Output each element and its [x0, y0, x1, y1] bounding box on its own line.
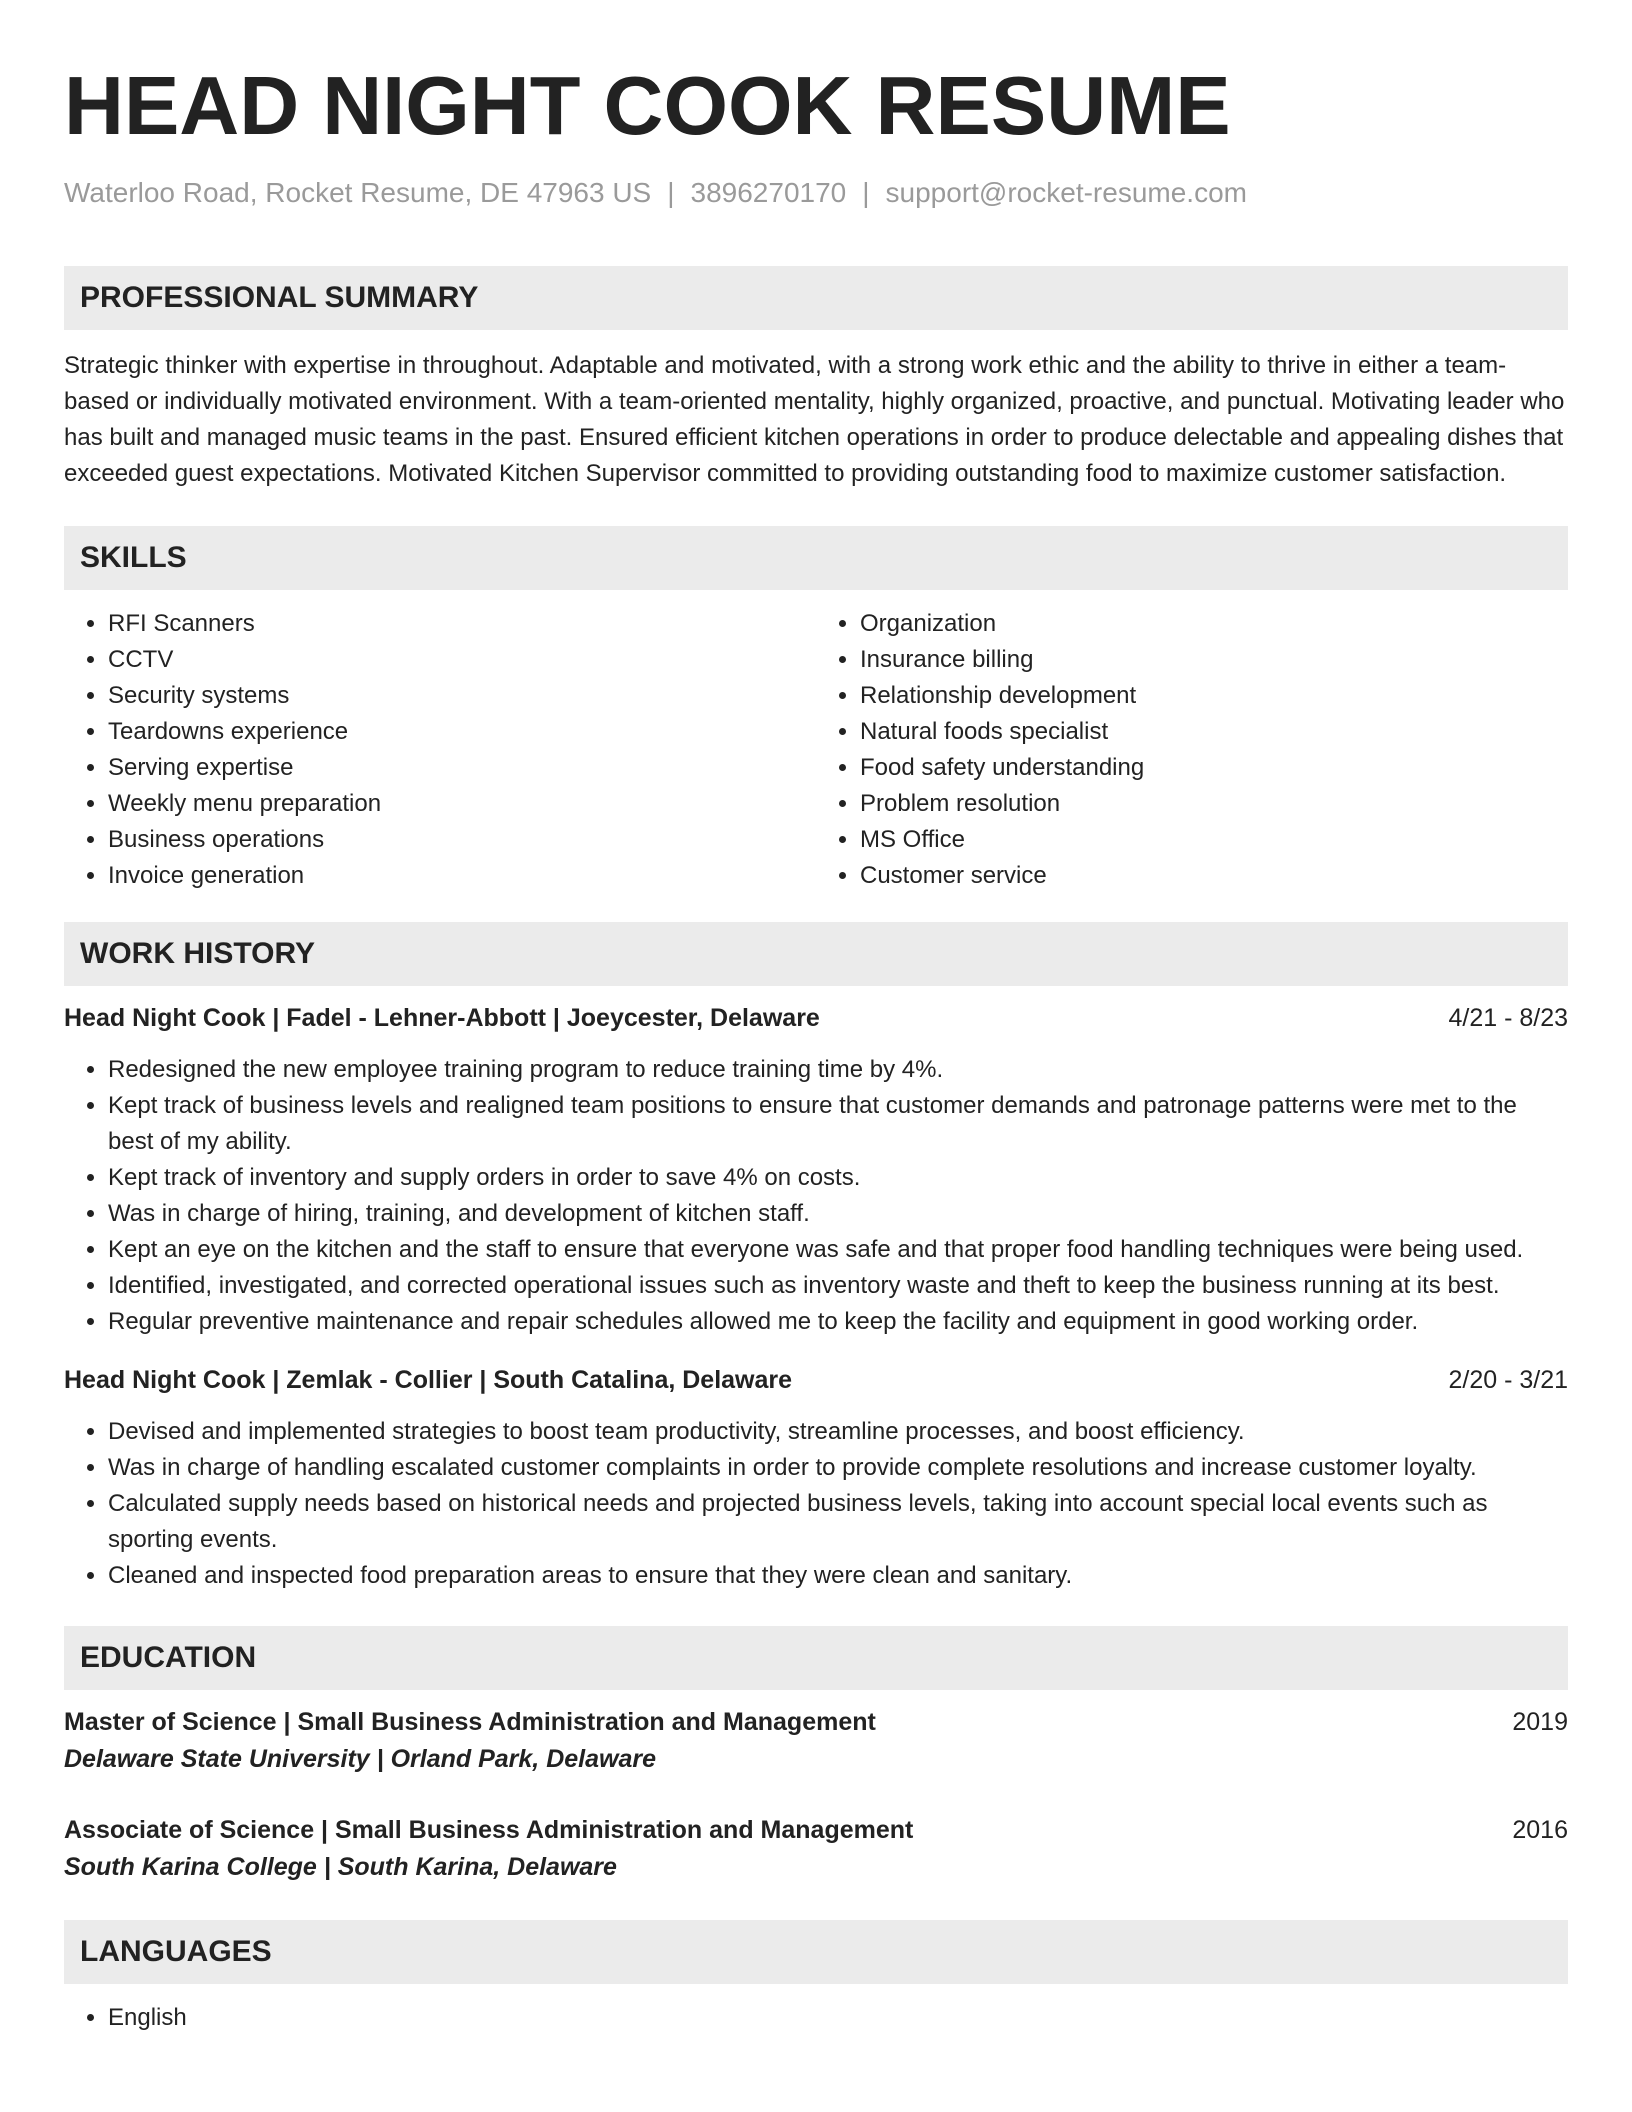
duty-item: • Kept track of inventory and supply orders in order to save 4% on costs.	[108, 1160, 1568, 1196]
job-title: Head Night Cook | Fadel - Lehner-Abbott | Joeycester, Delaware	[64, 1004, 820, 1032]
degree-title: Associate of Science | Small Business Administration and Management	[64, 1816, 914, 1844]
skill-item: • Invoice generation	[108, 858, 816, 894]
skills-list	[64, 606, 1568, 894]
skills-heading: SKILLS	[64, 526, 1568, 590]
skills-column-right	[816, 606, 1568, 894]
skill-item: • Food safety understanding	[860, 750, 1568, 786]
contact-address: Waterloo Road, Rocket Resume, DE 47963 US	[64, 177, 652, 208]
duty-item: • Redesigned the new employee training program to reduce training time by 4%.	[108, 1052, 1568, 1088]
job-duties	[64, 1414, 1568, 1594]
contact-line	[64, 174, 1568, 212]
school-name: Delaware State University | Orland Park, Delaware	[64, 1745, 656, 1773]
graduation-year: 2019	[1512, 1708, 1568, 1736]
duty-item: • Cleaned and inspected food preparation areas to ensure that they were clean and sanitary.	[108, 1558, 1568, 1594]
duty-item: • Was in charge of handling escalated customer complaints in order to provide complete resolutions and increase customer loyalty.	[108, 1450, 1568, 1486]
work-history-heading: WORK HISTORY	[64, 922, 1568, 986]
skill-item: • Relationship development	[860, 678, 1568, 714]
skill-item: • Weekly menu preparation	[108, 786, 816, 822]
degree-title: Master of Science | Small Business Administration and Management	[64, 1708, 876, 1736]
languages-heading: LANGUAGES	[64, 1920, 1568, 1984]
job-header	[64, 1000, 1568, 1036]
school-name: South Karina College | South Karina, Delaware	[64, 1853, 617, 1881]
duty-item: • Devised and implemented strategies to boost team productivity, streamline processes, and boost efficiency.	[108, 1414, 1568, 1450]
contact-separator: |	[667, 177, 675, 208]
summary-text: Strategic thinker with expertise in throughout. Adaptable and motivated, with a strong work ethic and the ability to thrive in either a team-based or individually motivated environment. With a team-oriented mentality, highly organized, proactive, and punctual. Motivating leader who has built and managed music teams in the past. Ensured efficient kitchen operations in order to produce delectable and appealing dishes that exceeded guest expectations. Motivated Kitchen Supervisor committed to providing outstanding food to maximize customer satisfaction.	[64, 352, 1565, 487]
duty-item: • Calculated supply needs based on historical needs and projected business levels, taking into account special local events such as sporting events.	[108, 1486, 1568, 1558]
education-heading: EDUCATION	[64, 1626, 1568, 1690]
duty-item: • Was in charge of hiring, training, and development of kitchen staff.	[108, 1196, 1568, 1232]
job-header	[64, 1362, 1568, 1398]
job-dates: 4/21 - 8/23	[1448, 1004, 1568, 1032]
skill-item: • Business operations	[108, 822, 816, 858]
skill-item: • Customer service	[860, 858, 1568, 894]
duty-item: • Identified, investigated, and corrected operational issues such as inventory waste and theft to keep the business running at its best.	[108, 1268, 1568, 1304]
skill-item: • Organization	[860, 606, 1568, 642]
job-title: Head Night Cook | Zemlak - Collier | South Catalina, Delaware	[64, 1366, 793, 1394]
skill-item: • Natural foods specialist	[860, 714, 1568, 750]
graduation-year: 2016	[1512, 1816, 1568, 1844]
education-entry	[64, 1812, 1568, 1886]
language-item: • English	[108, 2000, 1568, 2036]
job-entry	[64, 1362, 1568, 1594]
skill-item: • Serving expertise	[108, 750, 816, 786]
duty-item: • Regular preventive maintenance and repair schedules allowed me to keep the facility and equipment in good working order.	[108, 1304, 1568, 1340]
skill-item: • CCTV	[108, 642, 816, 678]
skill-item: • RFI Scanners	[108, 606, 816, 642]
skill-item: • MS Office	[860, 822, 1568, 858]
resume-page	[64, 58, 1568, 2036]
skills-column-left	[64, 606, 816, 894]
skill-item: • Teardowns experience	[108, 714, 816, 750]
skill-item: • Insurance billing	[860, 642, 1568, 678]
contact-email[interactable]: support@rocket-resume.com	[885, 177, 1247, 208]
education-entry	[64, 1704, 1568, 1778]
education-header	[64, 1812, 1568, 1848]
summary-heading: PROFESSIONAL SUMMARY	[64, 266, 1568, 330]
resume-title: HEAD NIGHT COOK RESUME	[64, 59, 1231, 152]
job-duties	[64, 1052, 1568, 1340]
skill-item: • Security systems	[108, 678, 816, 714]
job-entry	[64, 1000, 1568, 1340]
skill-item: • Problem resolution	[860, 786, 1568, 822]
job-dates: 2/20 - 3/21	[1448, 1366, 1568, 1394]
duty-item: • Kept an eye on the kitchen and the staff to ensure that everyone was safe and that proper food handling techniques were being used.	[108, 1232, 1568, 1268]
languages-list	[64, 2000, 1568, 2036]
contact-separator: |	[862, 177, 870, 208]
education-header	[64, 1704, 1568, 1740]
duty-item: • Kept track of business levels and realigned team positions to ensure that customer demands and patronage patterns were met to the best of my ability.	[108, 1088, 1568, 1160]
contact-phone: 3896270170	[690, 177, 847, 208]
